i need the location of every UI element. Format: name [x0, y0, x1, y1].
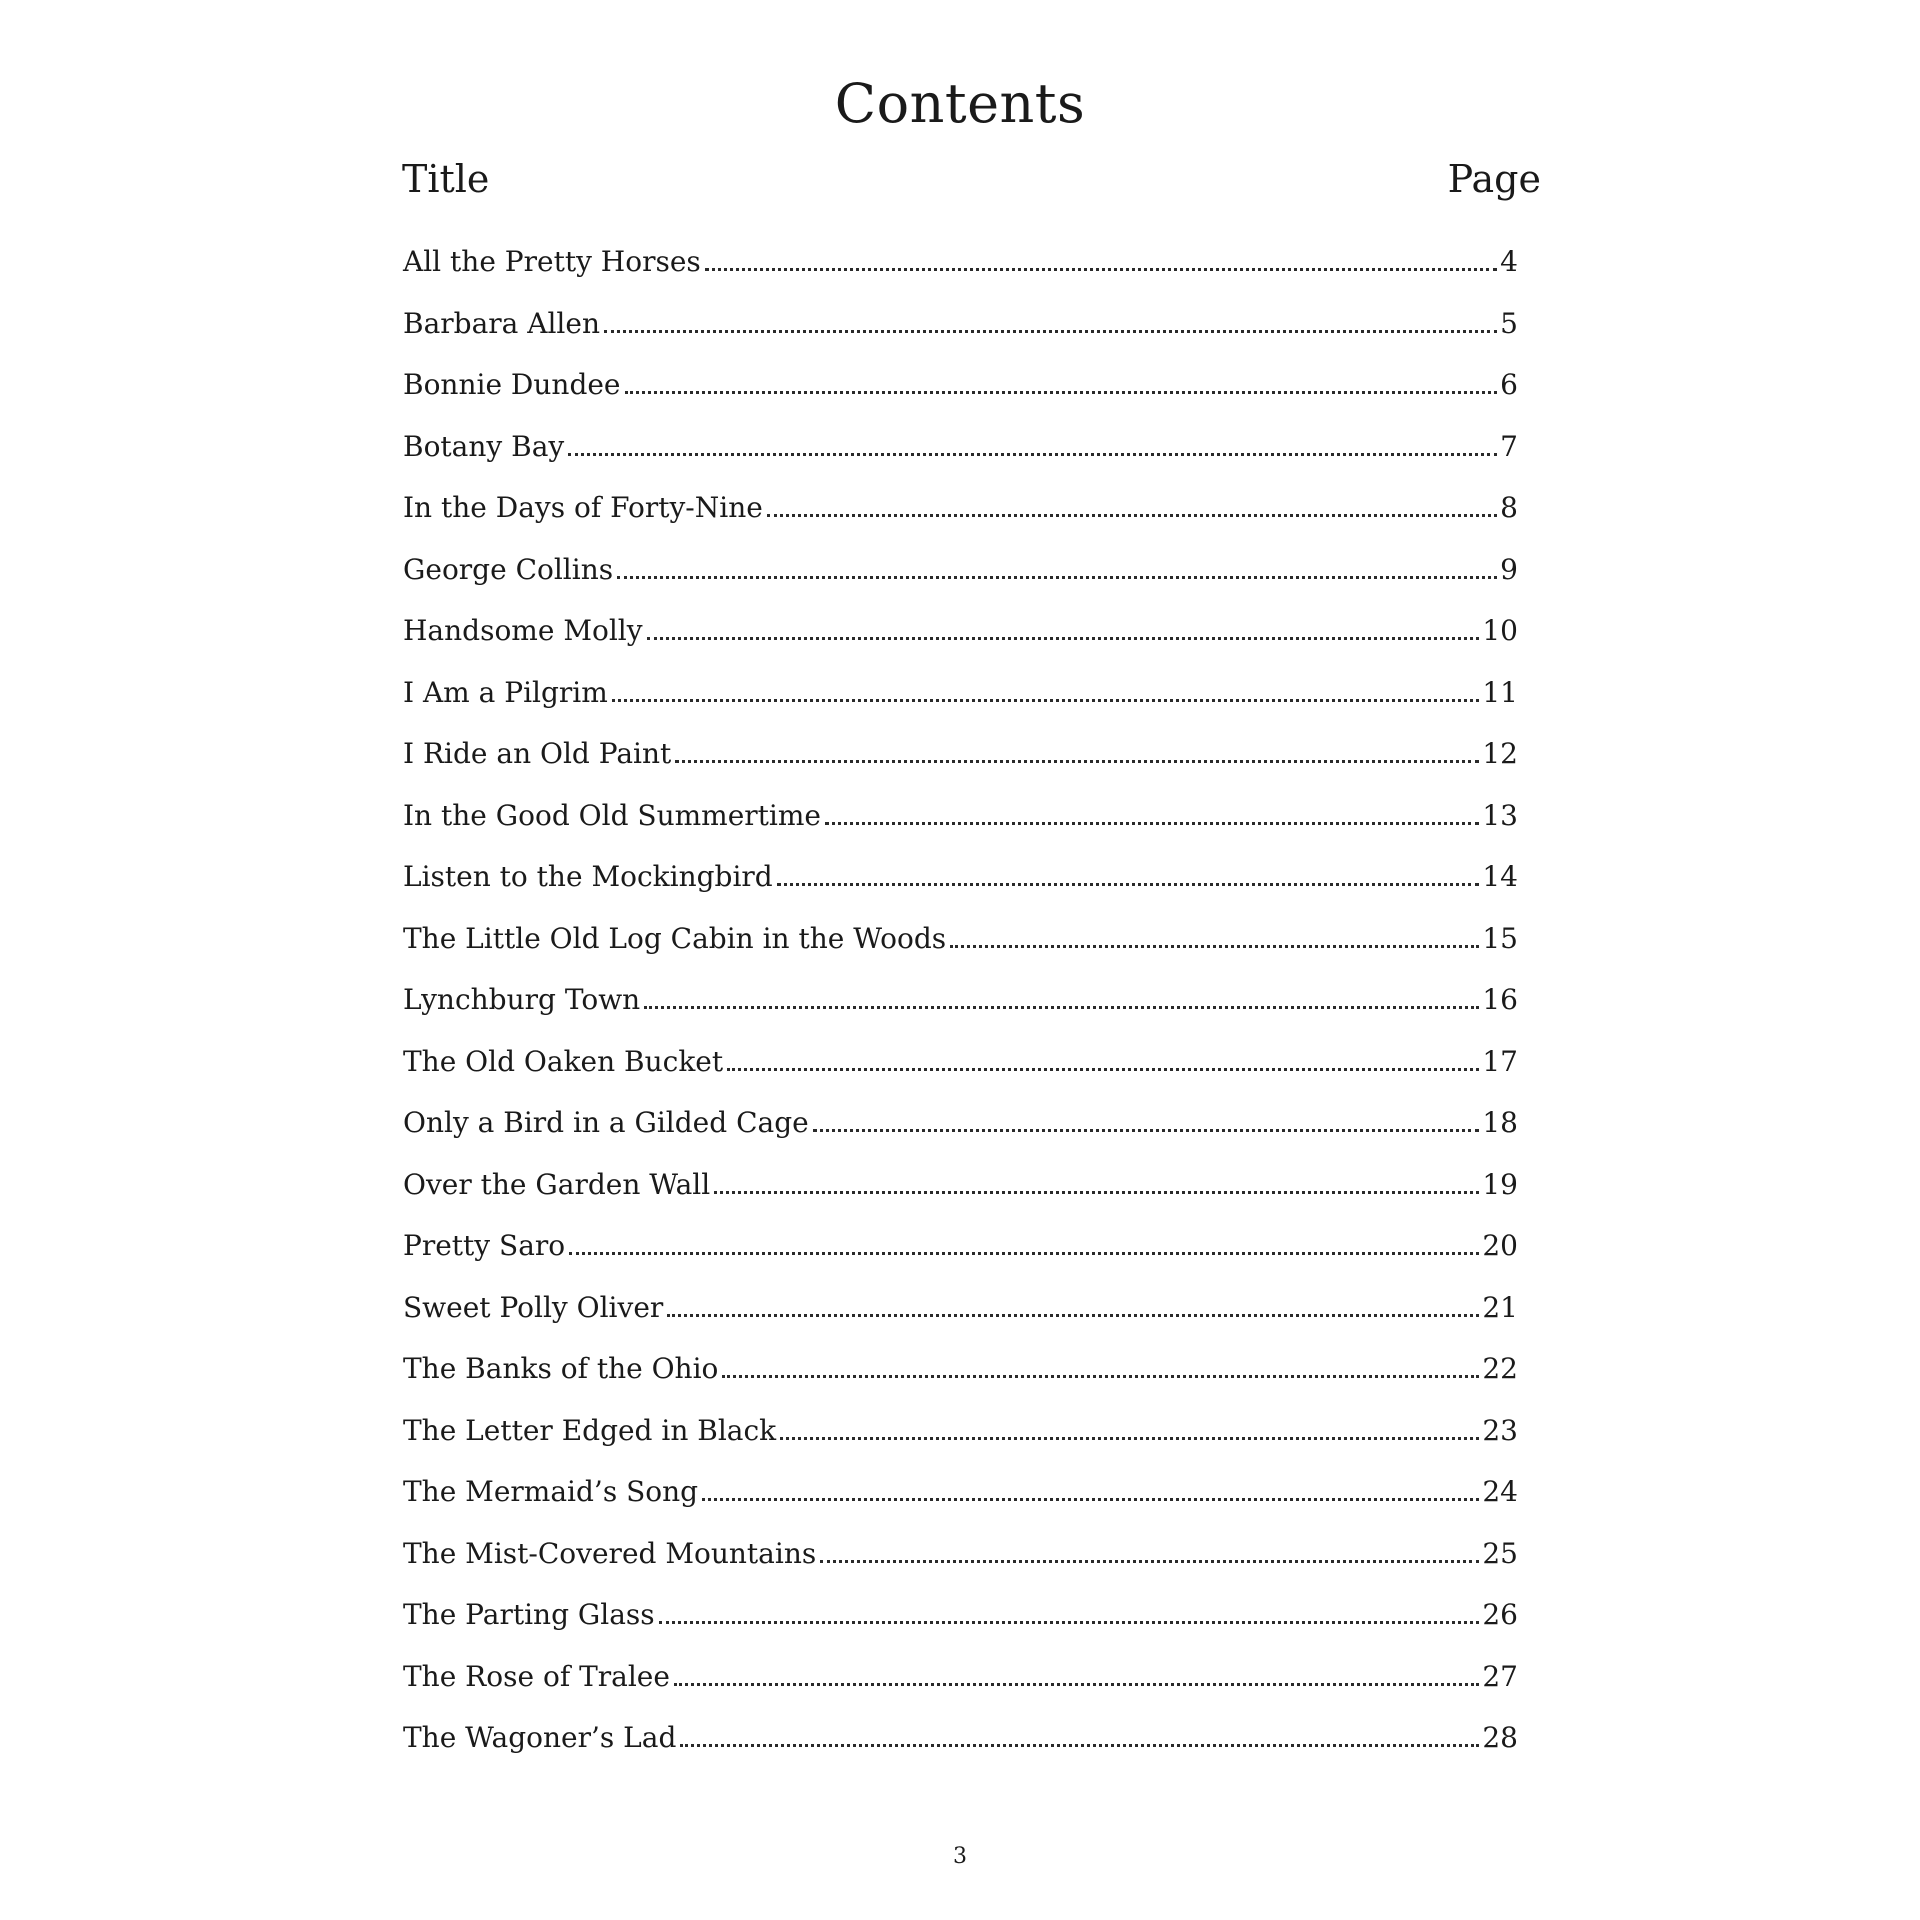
toc-entry	[403, 550, 1518, 612]
toc-entry-title: In the Days of Forty-Nine	[403, 491, 763, 524]
toc-entry-page: 17	[1482, 1044, 1518, 1078]
toc-entry	[403, 1718, 1518, 1780]
toc-entry-title: The Letter Edged in Black	[403, 1413, 777, 1447]
dot-leader	[820, 1560, 1479, 1563]
toc-entry	[403, 919, 1518, 981]
toc-entry-page: 4	[1500, 245, 1518, 278]
dot-leader	[825, 822, 1479, 825]
toc-entry	[403, 365, 1518, 427]
toc-entry-page: 18	[1482, 1106, 1518, 1139]
toc-entry-title: In the Good Old Summertime	[403, 798, 821, 832]
dot-leader	[647, 637, 1480, 640]
toc-entry-page: 20	[1482, 1229, 1518, 1262]
toc-entry-page: 22	[1482, 1352, 1518, 1385]
dot-leader	[714, 1191, 1479, 1194]
dot-leader	[675, 760, 1479, 763]
toc-entry-page: 11	[1482, 675, 1518, 709]
toc-entry-page: 23	[1482, 1413, 1518, 1447]
toc-entry	[403, 1042, 1518, 1104]
dot-leader	[767, 514, 1497, 517]
toc-entry-page: 13	[1482, 798, 1518, 832]
toc-entry	[403, 611, 1518, 673]
dot-leader	[722, 1375, 1479, 1378]
dot-leader	[777, 883, 1480, 886]
dot-leader	[659, 1621, 1480, 1624]
dot-leader	[813, 1129, 1480, 1132]
toc-entry-page: 15	[1482, 921, 1518, 955]
toc-entry-title: The Mermaid’s Song	[403, 1475, 699, 1508]
toc-entry	[403, 1288, 1518, 1350]
toc-entry	[403, 1657, 1518, 1719]
toc-entry-page: 28	[1482, 1721, 1518, 1754]
toc-entry-title: The Parting Glass	[403, 1598, 655, 1631]
toc-entry-page: 12	[1482, 737, 1518, 770]
toc-entry	[403, 1349, 1518, 1411]
toc-entry	[403, 488, 1518, 550]
toc-entry-page: 24	[1482, 1475, 1518, 1508]
toc-entry-title: Sweet Polly Oliver	[403, 1290, 664, 1324]
toc-entry-title: All the Pretty Horses	[403, 245, 701, 278]
toc-entry-page: 21	[1482, 1290, 1518, 1324]
toc-entry-page: 7	[1500, 429, 1518, 463]
dot-leader	[702, 1498, 1479, 1501]
toc-entry-page: 14	[1482, 860, 1518, 893]
toc-entry-title: I Ride an Old Paint	[403, 737, 672, 770]
toc-entry-title: The Little Old Log Cabin in the Woods	[403, 921, 947, 955]
dot-leader	[680, 1744, 1479, 1747]
toc-entry	[403, 1226, 1518, 1288]
dot-leader	[568, 453, 1497, 456]
toc-entry-title: The Old Oaken Bucket	[403, 1044, 724, 1078]
dot-leader	[667, 1314, 1479, 1317]
toc-entry	[403, 734, 1518, 796]
toc-entry-page: 19	[1482, 1167, 1518, 1201]
dot-leader	[674, 1683, 1479, 1686]
toc-entry	[403, 1165, 1518, 1227]
table-of-contents	[403, 242, 1518, 1780]
toc-entry-title: Handsome Molly	[403, 614, 643, 647]
dot-leader	[950, 945, 1479, 948]
title-column-header: Title	[402, 157, 490, 201]
toc-entry-page: 5	[1500, 306, 1518, 340]
toc-entry	[403, 1103, 1518, 1165]
toc-entry-title: Barbara Allen	[403, 306, 600, 340]
dot-leader	[780, 1437, 1479, 1440]
toc-entry	[403, 1411, 1518, 1473]
toc-entry-page: 10	[1482, 614, 1518, 647]
toc-entry	[403, 1534, 1518, 1596]
dot-leader	[617, 576, 1497, 579]
toc-entry-title: Bonnie Dundee	[403, 368, 621, 401]
toc-entry	[403, 796, 1518, 858]
toc-entry	[403, 427, 1518, 489]
toc-entry-title: Over the Garden Wall	[403, 1167, 711, 1201]
toc-entry-page: 25	[1482, 1536, 1518, 1570]
page-title: Contents	[834, 72, 1086, 135]
dot-leader	[612, 699, 1480, 702]
dot-leader	[625, 391, 1498, 394]
toc-entry-title: The Wagoner’s Lad	[403, 1721, 677, 1754]
toc-entry-title: The Rose of Tralee	[403, 1659, 670, 1693]
toc-entry-page: 6	[1500, 368, 1518, 401]
toc-entry	[403, 1595, 1518, 1657]
toc-entry-title: George Collins	[403, 552, 614, 586]
toc-entry-page: 8	[1500, 491, 1518, 524]
toc-entry	[403, 242, 1518, 304]
toc-entry	[403, 857, 1518, 919]
toc-entry-page: 9	[1500, 552, 1518, 586]
dot-leader	[644, 1006, 1479, 1009]
dot-leader	[569, 1252, 1479, 1255]
toc-entry-title: Lynchburg Town	[403, 983, 641, 1016]
toc-entry-page: 27	[1482, 1659, 1518, 1693]
dot-leader	[604, 330, 1497, 333]
toc-entry	[403, 304, 1518, 366]
toc-entry	[403, 1472, 1518, 1534]
toc-entry-title: I Am a Pilgrim	[403, 675, 608, 709]
toc-entry-title: Only a Bird in a Gilded Cage	[403, 1106, 809, 1139]
toc-entry-title: Listen to the Mockingbird	[403, 860, 773, 893]
toc-entry	[403, 980, 1518, 1042]
page-number: 3	[953, 1844, 967, 1869]
toc-entry-page: 26	[1482, 1598, 1518, 1631]
toc-entry-title: The Mist-Covered Mountains	[403, 1536, 817, 1570]
dot-leader	[705, 268, 1497, 271]
toc-entry-title: Pretty Saro	[403, 1229, 566, 1262]
dot-leader	[727, 1068, 1479, 1071]
toc-entry-title: The Banks of the Ohio	[403, 1352, 719, 1385]
toc-entry-title: Botany Bay	[403, 429, 565, 463]
page-column-header: Page	[1447, 157, 1541, 201]
toc-entry	[403, 673, 1518, 735]
toc-entry-page: 16	[1482, 983, 1518, 1016]
